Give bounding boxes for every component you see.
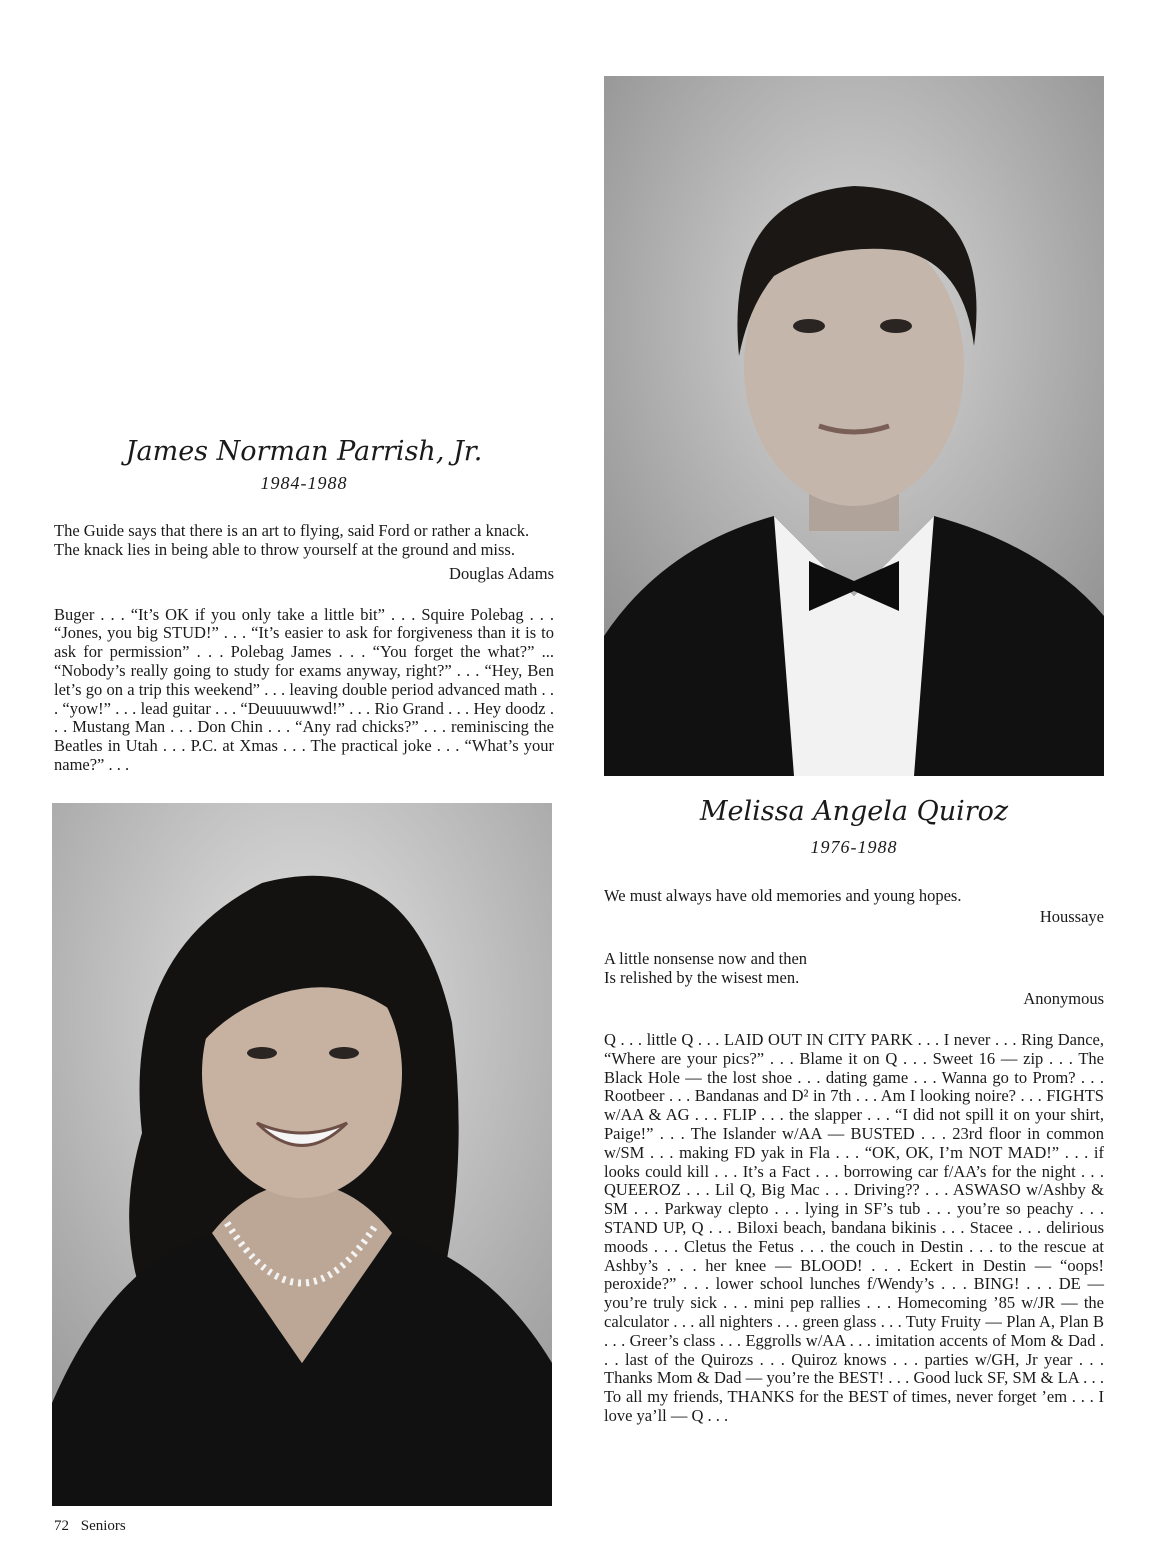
senior-name: Melissa Angela Quiroz bbox=[699, 796, 1009, 827]
senior-years: 1984-1988 bbox=[260, 473, 348, 493]
senior-years: 1976-1988 bbox=[810, 837, 898, 857]
quote-block bbox=[604, 886, 1104, 927]
senior-entry-james bbox=[54, 436, 554, 775]
senior-memories: Q . . . little Q . . . LAID OUT IN CITY PARK . . . I never . . . Ring Dance, “Where are your pics?” . . . Blame it on Q . . . Sweet 16 — zip . . . The Black Hole — the lost shoe . . . dating game . . . Wanna go to Prom? . . . Rootbeer . . . Bandanas and D² in 7th . . . Am I looking noire? . . . FIGHTS w/AA & AG . . . FLIP . . . the slapper . . . “I did not spill it on your shirt, Paige!” . . . The Islander w/AA — BUSTED . . . 23rd floor in common w/SM . . . making FD yak in Fla . . . “OK, OK, I’m NOT MAD!” . . . if looks could kill . . . It’s a Fact . . . borrowing car f/AA’s for the night . . . QUEEROZ . . . Lil Q, Big Mac . . . Driving?? . . . ASWASO w/Ashby & SM . . . Parkway clepto . . . lying in SF’s tub . . . you’re so peachy . . . STAND UP, Q . . . Biloxi beach, bandana bikinis . . . Stacee . . . delirious moods . . . Cletus the Fetus . . . the couch in Destin . . . to the rescue at Ashby’s . . . her knee — BLOOD! . . . Eckert in Destin — “oops! peroxide?” . . . lower school lunches f/Wendy’s . . . BING! . . . DE — you’re truly sick . . . mini pep rallies . . . Homecoming ’85 w/JR — the calculator . . . all nighters . . . green glass . . . Tuty Fruity — Plan A, Plan B . . . Greer’s class . . . Eggrolls w/AA . . . imitation accents of Mom & Dad . . . last of the Quirozs . . . Quiroz knows . . . parties w/GH, Jr year . . . Thanks Mom & Dad — you’re the BEST! . . . Good luck SF, SM & LA . . . To all my friends, THANKS for the BEST of times, never forget ’em . . . I love ya’ll — Q . . . bbox=[604, 1030, 1104, 1425]
page-number: 72 bbox=[54, 1518, 69, 1534]
page-footer bbox=[54, 1518, 126, 1535]
quote-block bbox=[54, 522, 554, 584]
quote-text: The Guide says that there is an art to flying, said Ford or rather a knack. The knack lies in being able to throw yourself at the ground and miss. bbox=[54, 521, 530, 559]
quote-author: Douglas Adams bbox=[449, 563, 554, 583]
portrait-photo-james bbox=[604, 76, 1104, 776]
quote-author: Houssaye bbox=[1039, 907, 1104, 926]
section-label: Seniors bbox=[80, 1518, 126, 1534]
quote-line: Is relished by the wisest men. bbox=[604, 968, 800, 987]
quote-text: We must always have old memories and young hopes. bbox=[604, 886, 962, 905]
portrait-photo-melissa bbox=[52, 803, 552, 1506]
quote-author: Anonymous bbox=[1023, 989, 1104, 1008]
quote-block bbox=[604, 949, 1104, 1009]
senior-memories: Buger . . . “It’s OK if you only take a little bit” . . . Squire Polebag . . . “Jones, you big STUD!” . . . “It’s easier to ask for forgiveness than it is to ask for permission” . . . Polebag James . . . “You forget the what?” ... “Nobody’s really going to study for exams anyway, right?” . . . “Hey, Ben let’s go on a trip this weekend” . . . leaving double period advanced math . . . “yow!” . . . lead guitar . . . “Deuuuuwwd!” . . . Rio Grand . . . Hey doodz . . . Mustang Man . . . Don Chin . . . “Any rad chicks?” . . . reminiscing the Beatles in Utah . . . P.C. at Xmas . . . The practical joke . . . “What’s your name?” . . . bbox=[54, 604, 554, 774]
senior-entry-melissa bbox=[604, 796, 1104, 1426]
senior-name: James Norman Parrish, Jr. bbox=[125, 436, 483, 467]
quote-line: A little nonsense now and then bbox=[604, 949, 808, 968]
